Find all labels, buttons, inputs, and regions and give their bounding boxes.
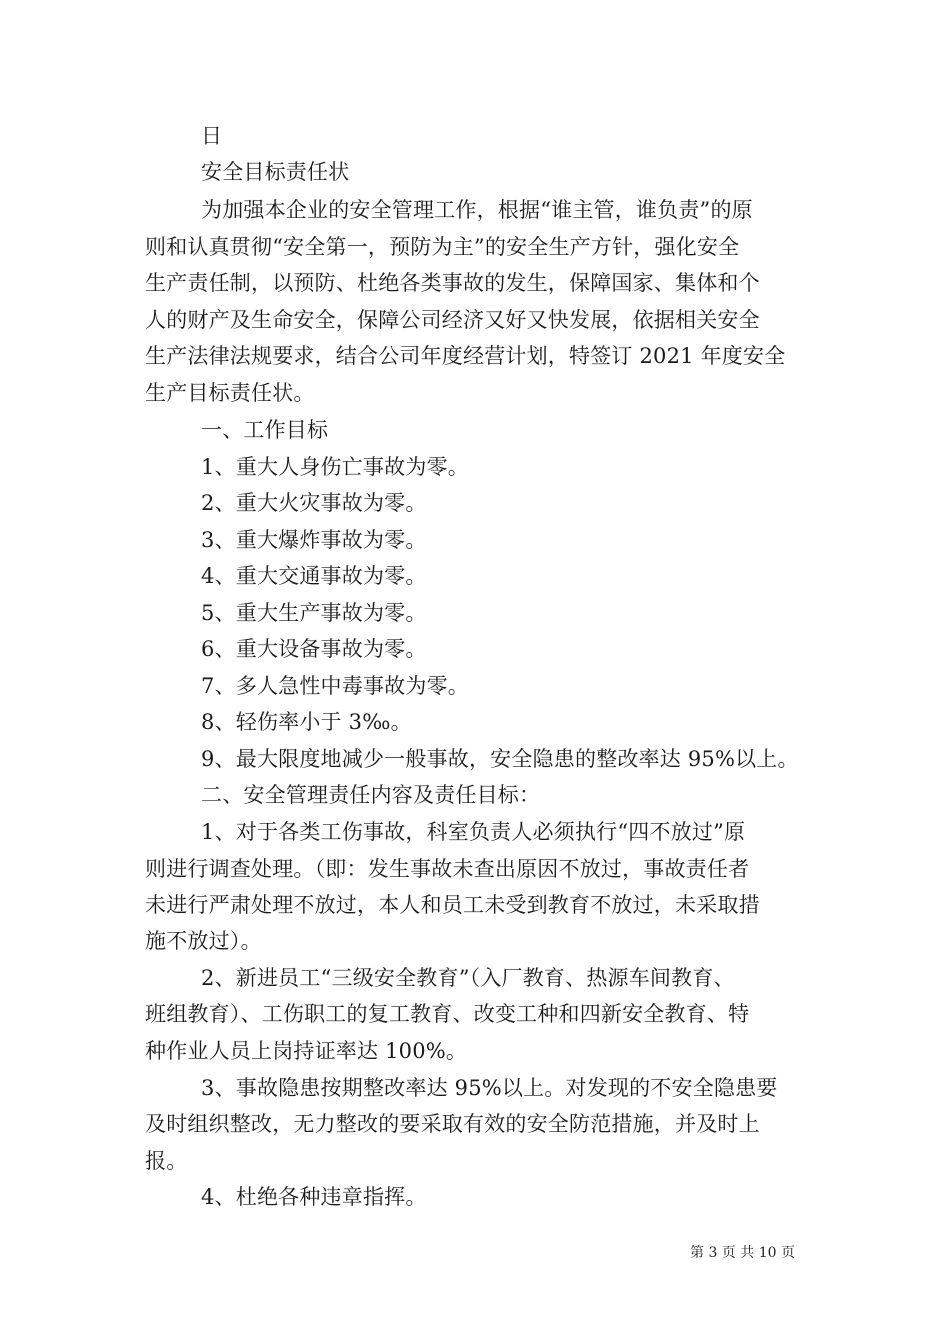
intro-paragraph-line: 生产法律法规要求，结合公司年度经营计划，特签订 2021 年度安全 <box>145 344 786 368</box>
responsibility-paragraph-line: 班组教育）、工伤职工的复工教育、改变工种和四新安全教育、特 <box>145 1002 750 1026</box>
goal-item: 7、多人急性中毒事故为零。 <box>201 674 469 698</box>
goal-item: 4、重大交通事故为零。 <box>201 564 427 588</box>
responsibility-paragraph-line: 施不放过）。 <box>145 929 262 953</box>
date-fragment: 日 <box>201 124 223 148</box>
goal-item: 6、重大设备事故为零。 <box>201 637 427 661</box>
responsibility-paragraph-line: 未进行严肃处理不放过，本人和员工未受到教育不放过，未采取措 <box>145 893 760 917</box>
responsibility-paragraph-line: 及时组织整改，无力整改的要采取有效的安全防范措施，并及时上 <box>145 1112 760 1136</box>
responsibility-paragraph-line: 4、杜绝各种违章指挥。 <box>201 1185 427 1209</box>
goal-item: 5、重大生产事故为零。 <box>201 601 427 625</box>
goal-item: 3、重大爆炸事故为零。 <box>201 528 427 552</box>
goal-item: 1、重大人身伤亡事故为零。 <box>201 455 469 479</box>
intro-paragraph-line: 则和认真贯彻“安全第一，预防为主”的安全生产方针，强化安全 <box>145 235 740 259</box>
responsibility-paragraph-line: 3、事故隐患按期整改率达 95%以上。对发现的不安全隐患要 <box>201 1076 778 1100</box>
responsibility-paragraph-line: 则进行调查处理。（即：发生事故未查出原因不放过，事故责任者 <box>145 857 750 881</box>
intro-paragraph-line: 生产责任制，以预防、杜绝各类事故的发生，保障国家、集体和个 <box>145 271 760 295</box>
page-number-footer: 第 3 页 共 10 页 <box>690 1245 795 1261</box>
goal-item: 8、轻伤率小于 3‰。 <box>201 710 412 734</box>
responsibility-paragraph-line: 1、对于各类工伤事故，科室负责人必须执行“四不放过”原 <box>201 820 746 844</box>
goal-item: 2、重大火灾事故为零。 <box>201 491 427 515</box>
intro-paragraph-line: 人的财产及生命安全，保障公司经济又好又快发展，依据相关安全 <box>145 308 760 332</box>
responsibility-paragraph-line: 种作业人员上岗持证率达 100%。 <box>145 1039 468 1063</box>
responsibility-paragraph-line: 2、新进员工“三级安全教育”（入厂教育、热源车间教育、 <box>201 966 735 990</box>
intro-paragraph-line: 生产目标责任状。 <box>145 381 315 405</box>
document-title: 安全目标责任状 <box>201 160 350 184</box>
intro-paragraph-line: 为加强本企业的安全管理工作，根据“谁主管，谁负责”的原 <box>201 198 753 222</box>
goal-item: 9、最大限度地减少一般事故，安全隐患的整改率达 95%以上。 <box>201 747 799 771</box>
section-heading-work-goals: 一、工作目标 <box>201 418 329 442</box>
section-heading-responsibilities: 二、安全管理责任内容及责任目标： <box>201 783 541 807</box>
responsibility-paragraph-line: 报。 <box>145 1149 188 1173</box>
